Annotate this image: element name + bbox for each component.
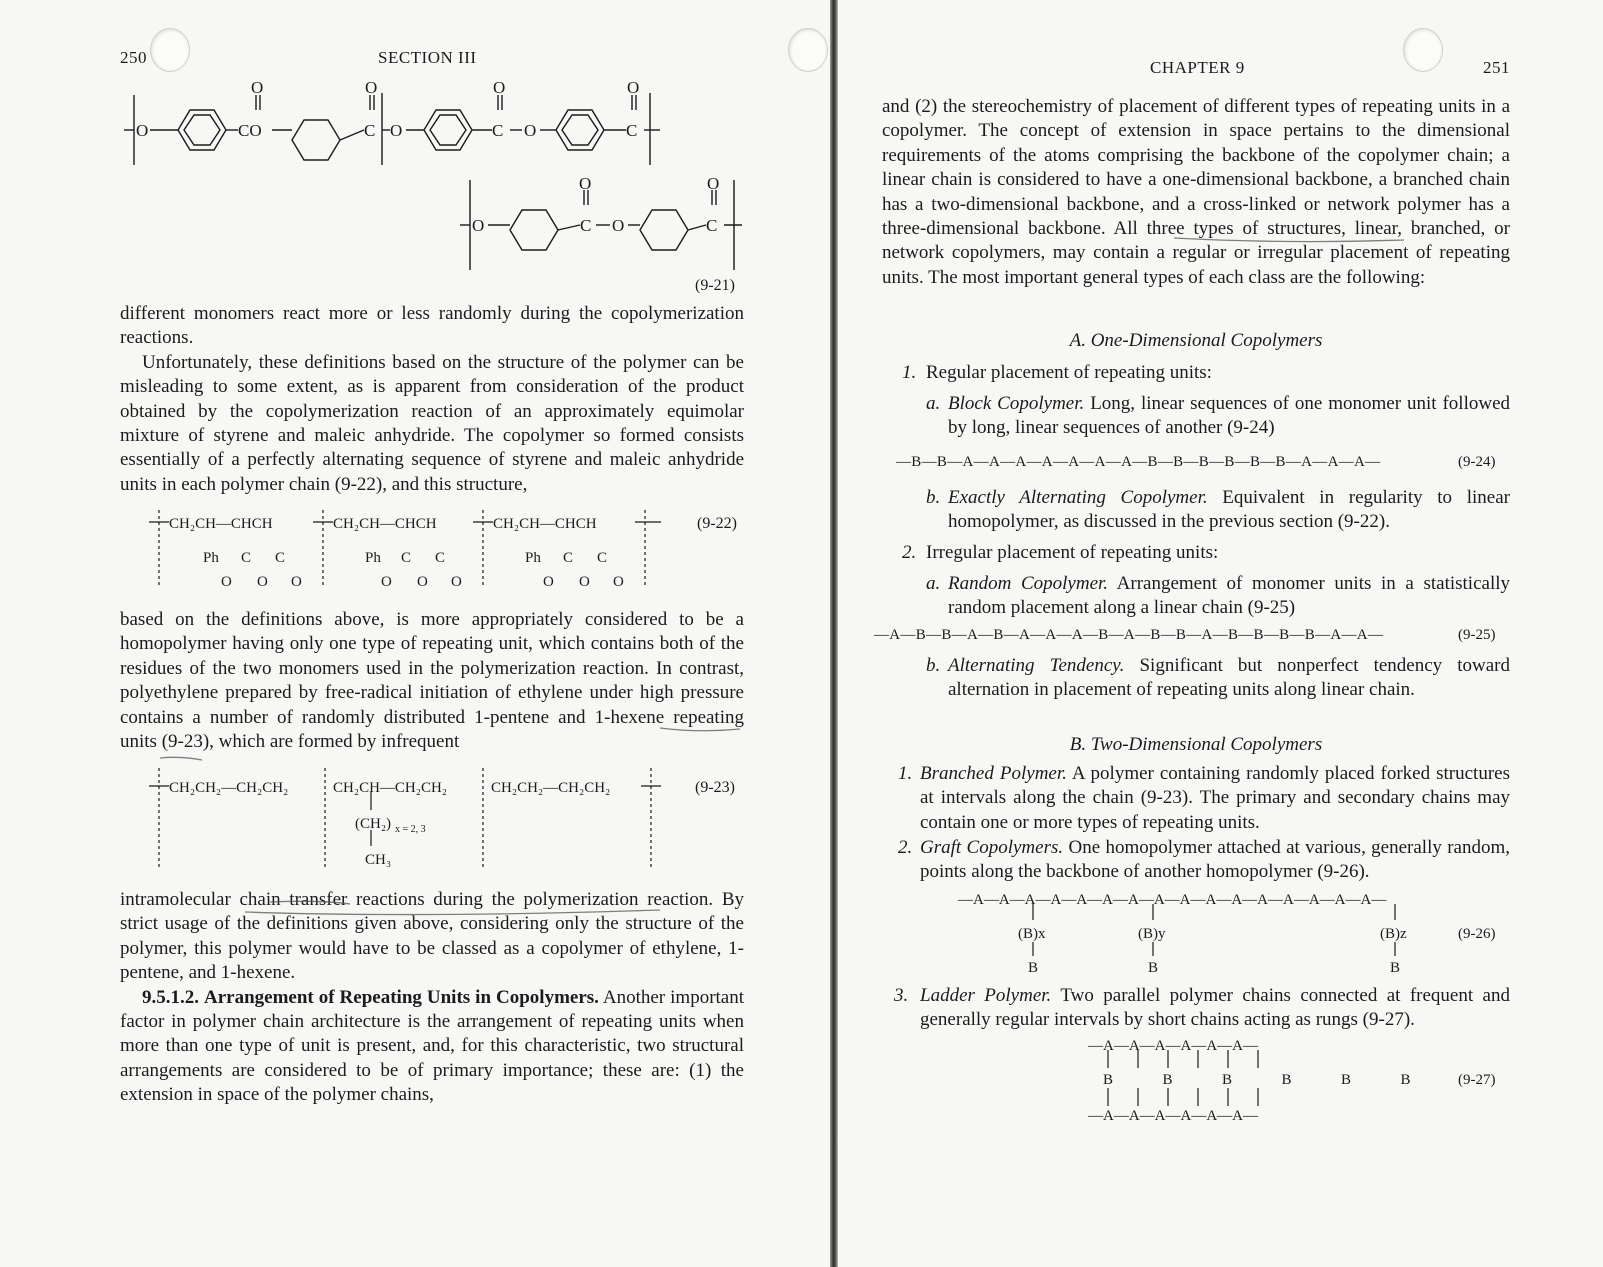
- paragraph: Unfortunately, these definitions based on the structure of the polymer can be misleading to some extent, as is apparent from consideration of the product obtained by the copolymerization reaction of an approximately equimolar mixture of styrene and maleic anhydride. The copolymer so formed consists essentially of a perfectly alternating sequence of styrene and maleic anhydride units in each polymer chain (9-22), and this structure,: [120, 351, 744, 495]
- item-number: 1.: [898, 763, 913, 784]
- section-text: Another important factor in polymer chain architecture is the arrangement of repeating units when more than one type of unit is present, and, for this characteristic, two structural arrangements are considered to be of primary importance; these are: (1) the extension in space of the polymer chains,: [120, 986, 745, 1106]
- item-number: 2.: [898, 837, 913, 858]
- page-number: 251: [1483, 58, 1510, 77]
- running-head: SECTION III: [378, 48, 477, 67]
- branch-end: B: [1148, 960, 1159, 976]
- item-description: A polymer containing randomly placed forked structures at intervals along the chain (9-23). The primary and secondary chains may contain one or more types of repeating units.: [920, 763, 1510, 833]
- phenyl: Ph: [203, 550, 219, 566]
- paragraph: different monomers react more or less randomly during the copolymerization reactions.: [120, 303, 744, 349]
- atom-o: O: [579, 574, 590, 590]
- atom-o: O: [251, 78, 264, 97]
- phenyl: Ph: [525, 550, 541, 566]
- ladder-rungs: B B B B B B: [1103, 1072, 1425, 1088]
- atom-o: O: [136, 121, 149, 140]
- atom-o: O: [257, 574, 268, 590]
- atom-c: C: [580, 216, 592, 235]
- section-number: 9.5.1.2.: [142, 986, 199, 1008]
- running-head: CHAPTER 9: [1150, 58, 1245, 77]
- item-letter: b.: [926, 487, 941, 508]
- atom-o: O: [417, 574, 428, 590]
- methyl-group: CH₃: [365, 852, 392, 868]
- item-number: 2.: [902, 542, 917, 563]
- item-title: Exactly Alternating Copolymer.: [948, 487, 1208, 508]
- item-description: Equivalent in regularity to linear homopolymer, as discussed in the previous section (9-22).: [948, 487, 1510, 533]
- equation-label: (9-26): [1458, 926, 1496, 942]
- atom-c: C: [597, 550, 608, 566]
- item-title: Graft Copolymers.: [920, 837, 1064, 858]
- atom-o: O: [543, 574, 554, 590]
- atom-o: O: [707, 174, 720, 193]
- atom-c: C: [275, 550, 286, 566]
- item-letter: a.: [926, 573, 941, 594]
- chain-segment: CH₂CH₂—CH₂CH₂: [169, 780, 289, 796]
- atom-c: C: [626, 121, 638, 140]
- atom-o: O: [451, 574, 462, 590]
- item-description: Significant but nonperfect tendency toward alternation in placement of repeating units along linear chain.: [948, 655, 1510, 701]
- branch-subscript: x = 2, 3: [395, 824, 426, 835]
- item-description: One homopolymer attached at various, generally random, points along the backbone of another homopolymer (9-26).: [920, 837, 1510, 883]
- equation-label: (9-25): [1458, 627, 1496, 643]
- paragraph: and (2) the stereochemistry of placement of different types of repeating units in a copolymer. The concept of extension in space pertains to the dimensional requirements of the atoms comprising the backbone of the copolymer chain; a linear chain is considered to have a one-dimensional backbone, a branched chain has a two-dimensional backbone, and a cross-linked or network polymer has a three-dimensional backbone. All three types of structures, linear, branched, or network copolymers, may contain a regular or irregular placement of repeating units. The most important general types of each class are the following:: [882, 96, 1510, 288]
- pencil-marks: [838, 0, 1603, 1267]
- paragraph: based on the definitions above, is more appropriately considered to be a homopolymer having only one type of repeating unit, which contains both of the residues of the two monomers used in the polymerization reaction. In contrast, polyethylene prepared by free-radical initiation of ethylene under high pressure contains a number of randomly distributed 1-pentene and 1-hexene repeating units (9-23), which are formed by infrequent: [120, 609, 744, 753]
- section-heading: A. One-Dimensional Copolymers: [1069, 330, 1323, 351]
- paragraph: intramolecular chain transfer reactions during the polymerization reaction. By strict usage of the definitions given above, considering only the structure of the polymer, this polymer would have to be classed as a copolymer of ethylene, 1-pentene, and 1-hexene.: [120, 889, 744, 984]
- chain-9-24: —B—B—A—A—A—A—A—A—A—B—B—B—B—B—B—A—A—A—: [896, 454, 1381, 470]
- branch-end: B: [1028, 960, 1039, 976]
- equation-label: (9-22): [697, 515, 737, 532]
- atom-o: O: [627, 78, 640, 97]
- item-title: Alternating Tendency.: [948, 655, 1125, 676]
- chain-9-25: —A—B—B—A—B—A—A—A—B—A—B—B—A—B—B—B—B—A—A—: [874, 627, 1384, 643]
- section-heading: B. Two-Dimensional Copolymers: [1069, 734, 1323, 755]
- atom-o: O: [524, 121, 537, 140]
- atom-o: O: [472, 216, 485, 235]
- atom-c: C: [563, 550, 574, 566]
- atom-o: O: [221, 574, 232, 590]
- item-number: 1.: [902, 362, 917, 383]
- chain-segment: CH₂CH—CHCH: [333, 516, 437, 532]
- atom-c: C: [364, 121, 376, 140]
- item-description: Two parallel polymer chains connected at frequent and generally regular intervals by short chains acting as rungs (9-27).: [920, 985, 1510, 1031]
- chain-segment: CH₂CH—CH₂CH₂: [333, 780, 448, 796]
- graft-branch: (B)z: [1380, 926, 1407, 942]
- right-page: [838, 0, 1603, 1267]
- page-number: 250: [120, 48, 147, 67]
- chain-segment: CH₂CH—CHCH: [169, 516, 273, 532]
- atom-o: O: [390, 121, 403, 140]
- backbone-chain: —A—A—A—A—A—A—A—A—A—A—A—A—A—A—A—A—: [958, 892, 1387, 908]
- atom-c: C: [492, 121, 504, 140]
- atom-c: C: [435, 550, 446, 566]
- atom-co: CO: [238, 121, 262, 140]
- equation-label: (9-23): [695, 779, 735, 796]
- item-title: Block Copolymer.: [948, 393, 1085, 414]
- atom-c: C: [706, 216, 718, 235]
- item-description: Long, linear sequences of one monomer unit followed by long, linear sequences of another (9-24): [948, 393, 1511, 439]
- equation-label: (9-24): [1458, 454, 1496, 470]
- ladder-top-chain: —A—A—A—A—A—A—: [1088, 1038, 1258, 1054]
- item-title: Branched Polymer.: [920, 763, 1067, 784]
- graft-branch: (B)y: [1138, 926, 1166, 942]
- item-title: Random Copolymer.: [948, 573, 1109, 594]
- equation-label: (9-21): [695, 277, 735, 294]
- ladder-bottom-chain: —A—A—A—A—A—A—: [1088, 1108, 1258, 1124]
- atom-c: C: [241, 550, 252, 566]
- item-letter: b.: [926, 655, 941, 676]
- atom-o: O: [613, 574, 624, 590]
- chain-segment: CH₂CH₂—CH₂CH₂: [491, 780, 611, 796]
- book-gutter: [830, 0, 838, 1267]
- atom-o: O: [579, 174, 592, 193]
- atom-o: O: [365, 78, 378, 97]
- atom-o: O: [493, 78, 506, 97]
- item-number: 3.: [894, 985, 909, 1006]
- atom-o: O: [381, 574, 392, 590]
- branch-end: B: [1390, 960, 1401, 976]
- chain-segment: CH₂CH—CHCH: [493, 516, 597, 532]
- item-text: Regular placement of repeating units:: [926, 362, 1212, 383]
- item-description: Arrangement of monomer units in a statistically random placement along a linear chain (9-25): [948, 573, 1511, 619]
- atom-o: O: [612, 216, 625, 235]
- item-title: Ladder Polymer.: [920, 985, 1052, 1006]
- graft-branch: (B)x: [1018, 926, 1046, 942]
- section-title: Arrangement of Repeating Units in Copolymers.: [204, 986, 599, 1008]
- branch-group: (CH₂): [355, 816, 392, 832]
- atom-o: O: [291, 574, 302, 590]
- item-letter: a.: [926, 393, 941, 414]
- phenyl: Ph: [365, 550, 381, 566]
- item-text: Irregular placement of repeating units:: [926, 542, 1219, 563]
- equation-label: (9-27): [1458, 1072, 1496, 1088]
- atom-c: C: [401, 550, 412, 566]
